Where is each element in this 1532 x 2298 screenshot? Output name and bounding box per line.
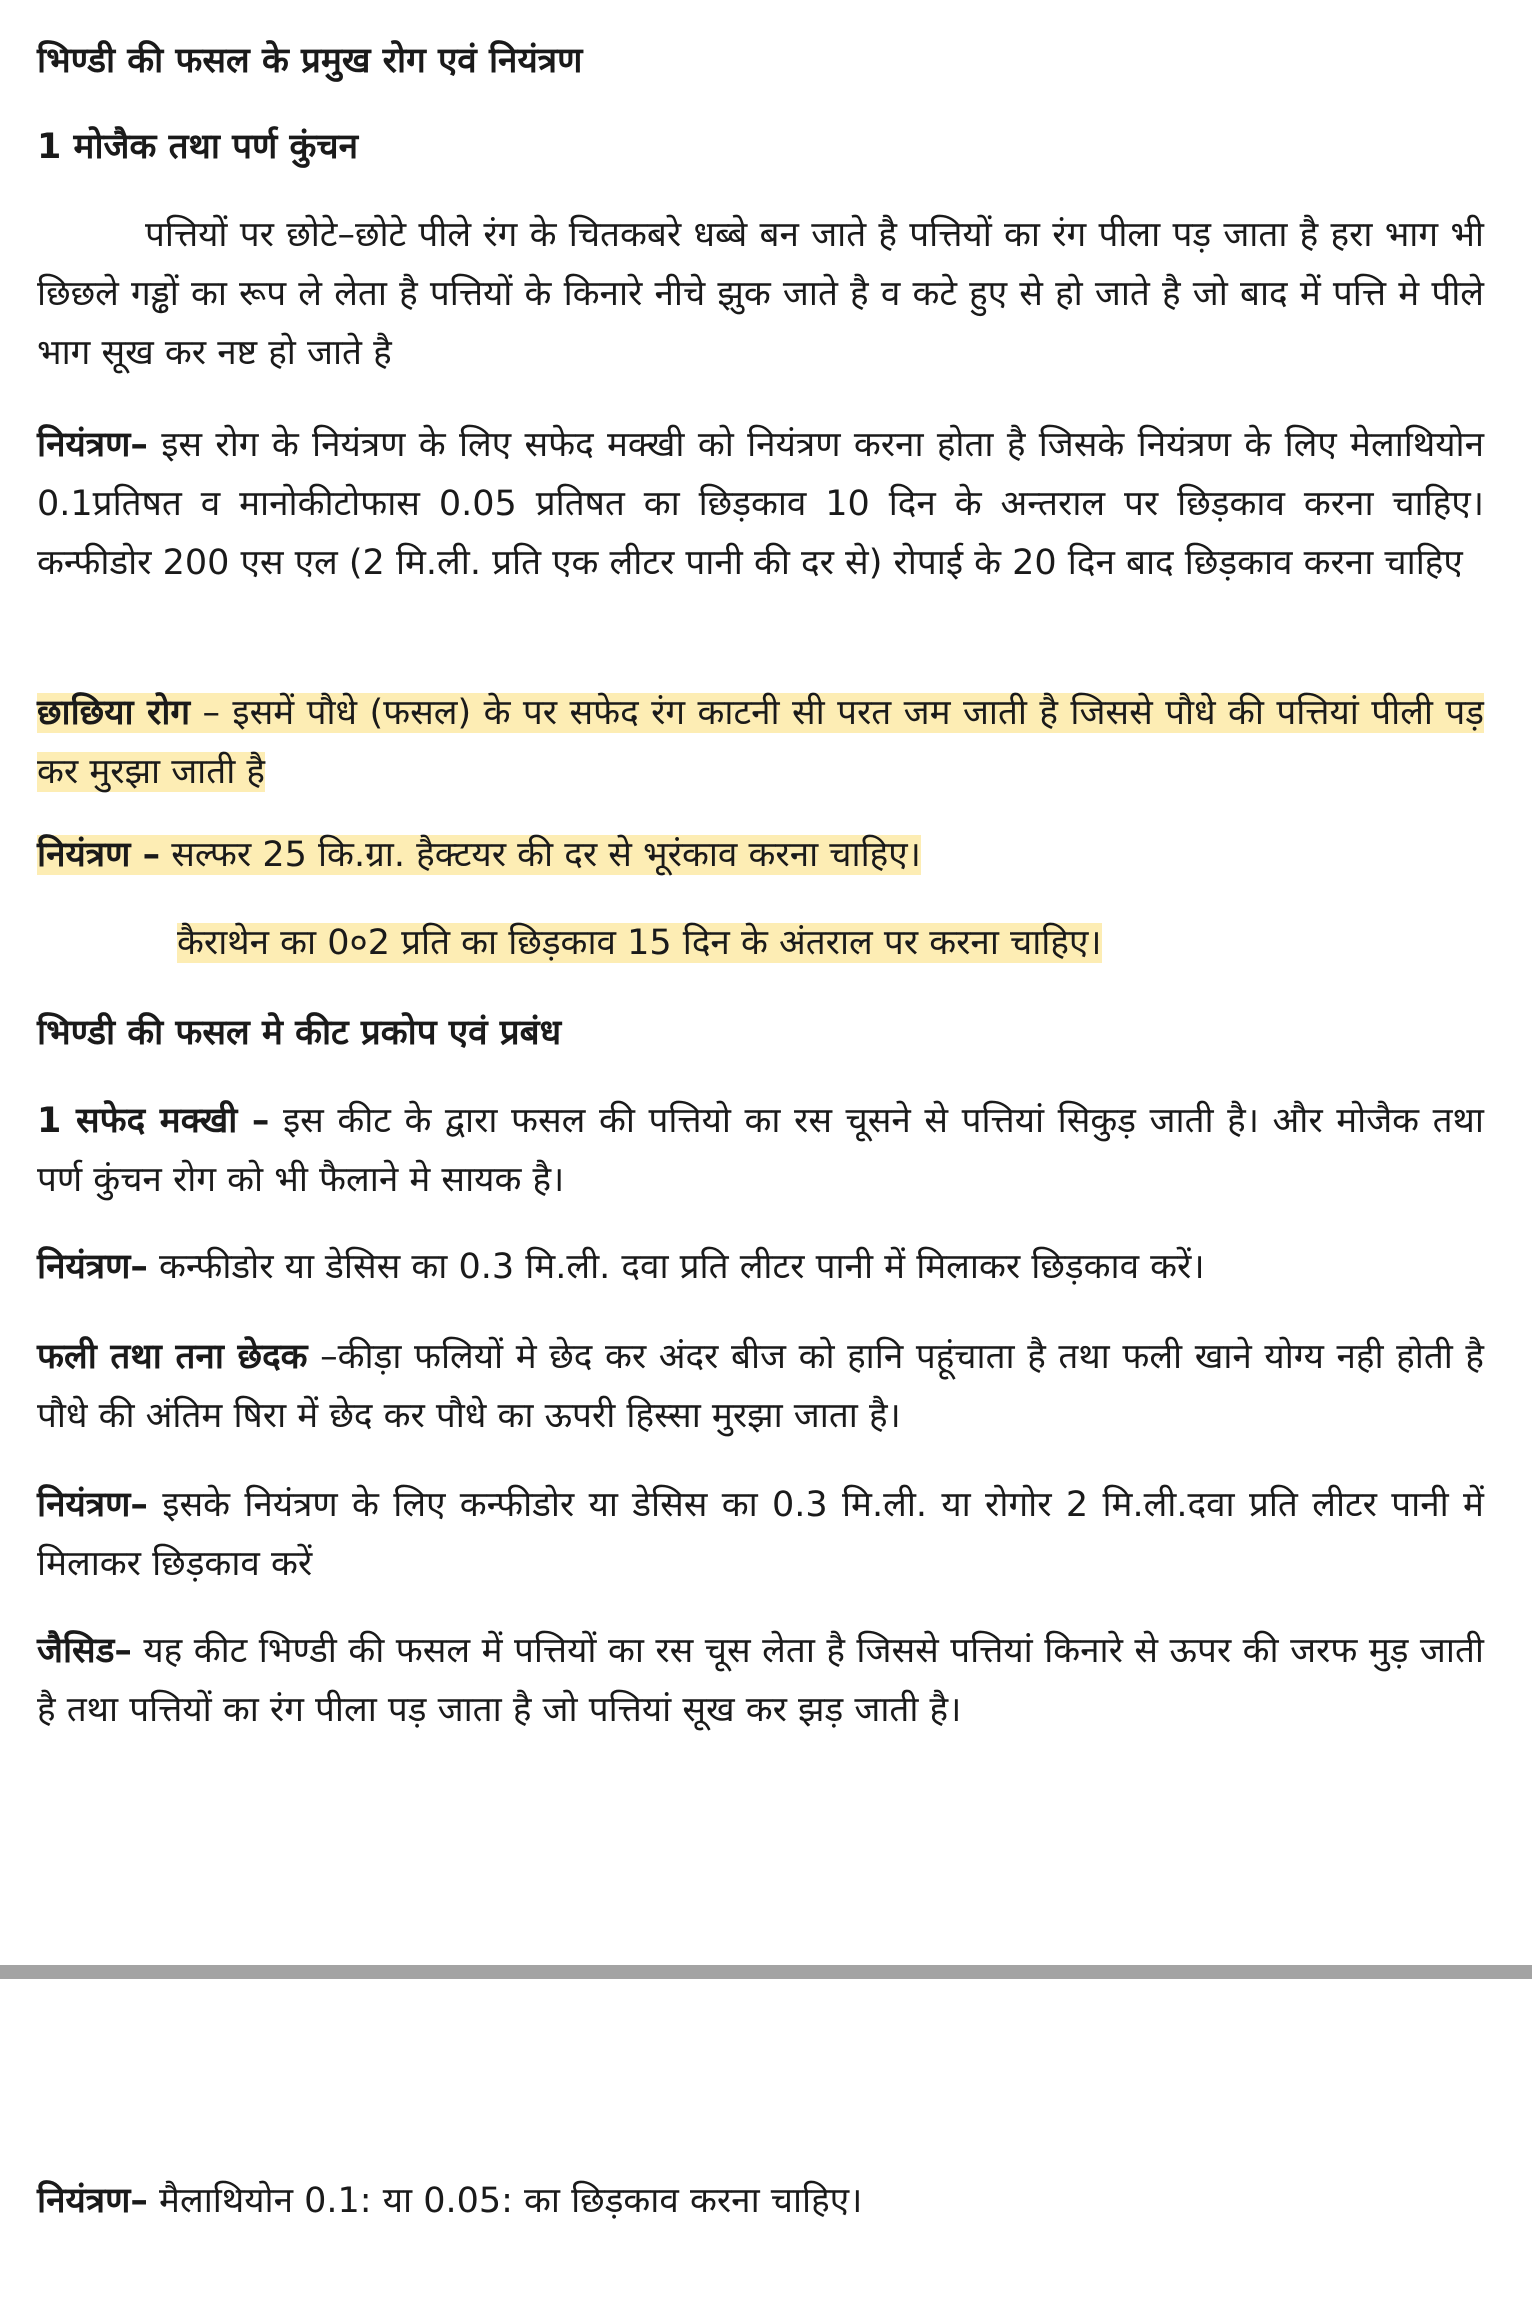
pest-label: जैसिड–: [37, 1631, 132, 1671]
mosaic-description: पत्तियों पर छोटे–छोटे पीले रंग के चितकबरे धब्बे बन जाते है पत्तियों का रंग पीला पड़ जाता है हरा भाग भी छिछले गड्ढों का रूप ले लेता है पत्तियों के किनारे नीचे झुक जाते है व कटे हुए से हो जाते है जो बाद में पत्ति मे पीले भाग सूख कर नष्ट हो जाते है: [37, 215, 1484, 373]
mosaic-control-paragraph: [37, 416, 1484, 593]
control-label: नियंत्रण–: [37, 1485, 148, 1525]
pest-label: फली तथा तना छेदक: [37, 1337, 308, 1377]
pests-section-title: भिण्डी की फसल मे कीट प्रकोप एवं प्रबंध: [37, 1013, 562, 1053]
mosaic-heading: 1 मोजैक तथा पर्ण कुंचन: [37, 127, 359, 167]
control-text: सल्फर 25 कि.ग्रा. हैक्टयर की दर से भूरंकाव करना चाहिए।: [160, 835, 921, 875]
jassid-paragraph: [37, 1622, 1484, 1740]
highlighted-text: [37, 835, 921, 875]
powdery-control-extra: [37, 914, 1484, 973]
pest-label: 1 सफेद मक्खी –: [37, 1101, 270, 1141]
pest-text: यह कीट भिण्डी की फसल में पत्तियों का रस चूस लेता है जिससे पत्तियां किनारे से ऊपर की जरफ मुड़ जाती है तथा पत्तियों का रंग पीला पड़ जाता है जो पत्तियां सूख कर झड़ जाती है।: [37, 1631, 1484, 1730]
disease-label: छाछिया रोग: [37, 693, 191, 733]
control-label: नियंत्रण–: [37, 2181, 148, 2221]
control-label: नियंत्रण–: [37, 1247, 148, 1287]
control-label: नियंत्रण–: [37, 425, 148, 465]
pest-text: –कीड़ा फलियों मे छेद कर अंदर बीज को हानि पहूंचाता है तथा फली खाने योग्य नही होती है पौधे की अंतिम षिरा में छेद कर पौधे का ऊपरी हिस्सा मुरझा जाता है।: [37, 1337, 1485, 1436]
control-text: कन्फीडोर या डेसिस का 0.3 मि.ली. दवा प्रति लीटर पानी में मिलाकर छिड़काव करें।: [147, 1247, 1205, 1287]
control-label: नियंत्रण –: [37, 835, 161, 875]
whitefly-control-paragraph: [37, 1238, 1484, 1297]
pest-text: इस कीट के द्वारा फसल की पत्तियो का रस चूसने से पत्तियां सिकुड़ जाती है। और मोजैक तथा पर्ण कुंचन रोग को भी फैलाने मे सायक है।: [37, 1101, 1484, 1200]
page-title: भिण्डी की फसल के प्रमुख रोग एवं नियंत्रण: [37, 41, 583, 81]
powdery-control-paragraph: [37, 826, 1484, 885]
document-page-2: [0, 1979, 1532, 2298]
page-separator: [0, 1965, 1532, 1979]
borer-paragraph: [37, 1328, 1484, 1446]
control-text: मैलाथियोन 0.1: या 0.05: का छिड़काव करना चाहिए।: [147, 2181, 863, 2221]
highlighted-text: [37, 693, 1484, 792]
control-text: इस रोग के नियंत्रण के लिए सफेद मक्खी को नियंत्रण करना होता है जिसके नियंत्रण के लिए मेलाथियोन 0.1प्रतिषत व मानोकीटोफास 0.05 प्रतिषत का छिड़काव 10 दिन के अन्तराल पर छिड़काव करना चाहिए। कन्फीडोर 200 एस एल (2 मि.ली. प्रति एक लीटर पानी की दर से) रोपाई के 20 दिन बाद छिड़काव करना चाहिए: [37, 425, 1484, 583]
highlighted-text: कैराथेन का 0०2 प्रति का छिड़काव 15 दिन के अंतराल पर करना चाहिए।: [177, 923, 1102, 963]
jassid-control-paragraph: [37, 2172, 1484, 2231]
whitefly-paragraph: [37, 1092, 1484, 1210]
borer-control-paragraph: [37, 1476, 1484, 1594]
control-text: इसके नियंत्रण के लिए कन्फीडोर या डेसिस का 0.3 मि.ली. या रोगोर 2 मि.ली.दवा प्रति लीटर पानी में मिलाकर छिड़काव करें: [37, 1485, 1484, 1584]
powdery-mildew-paragraph: [37, 684, 1484, 802]
disease-text: – इसमें पौधे (फसल) के पर सफेद रंग काटनी सी परत जम जाती है जिससे पौधे की पत्तियां पीली पड़ कर मुरझा जाती है: [37, 693, 1485, 792]
